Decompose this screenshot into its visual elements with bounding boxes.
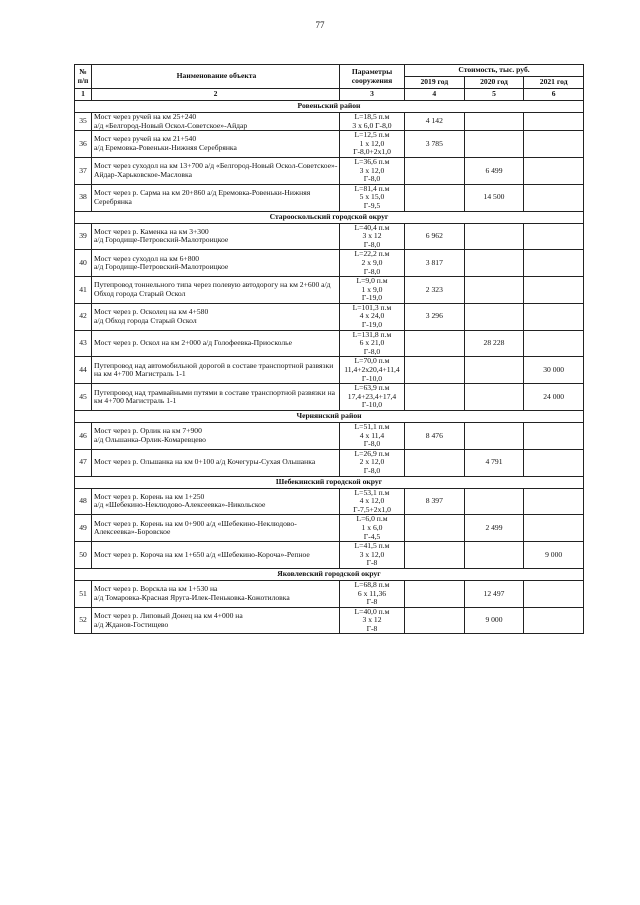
cost-2021 bbox=[524, 223, 584, 250]
structure-params: L=53,1 п.м 4 х 12,0 Г-7,5+2х1,0 bbox=[340, 488, 405, 515]
row-number: 43 bbox=[75, 330, 92, 357]
object-name: Мост через р. Каменка на км 3+300 а/д Городище-Петровский-Малотроицкое bbox=[92, 223, 340, 250]
object-name: Мост через р. Корень на км 0+900 а/д «Шебекино-Неклюдово-Алексеевка»-Боровское bbox=[92, 515, 340, 542]
object-name: Путепровод над автомобильной дорогой в составе транспортной развязки на км 4+700 Магистраль 1-1 bbox=[92, 357, 340, 384]
section-header-row bbox=[75, 411, 584, 423]
table-row bbox=[75, 449, 584, 476]
structure-params: L=18,5 п.м 3 х 6,0 Г-8,0 bbox=[340, 113, 405, 131]
cost-2021 bbox=[524, 250, 584, 277]
section-header-row bbox=[75, 476, 584, 488]
structure-params: L=81,4 п.м 5 х 15,0 Г-9,5 bbox=[340, 184, 405, 211]
object-name: Мост через р. Ворскла на км 1+530 на а/д Томаровка-Красная Яруга-Илек-Пеньковка-Кожотиловка bbox=[92, 580, 340, 607]
header-params: Параметры сооружения bbox=[340, 65, 405, 89]
cost-2020: 9 000 bbox=[464, 607, 524, 634]
row-number: 42 bbox=[75, 303, 92, 330]
section-title: Шебекинский городской округ bbox=[75, 476, 584, 488]
row-number: 47 bbox=[75, 449, 92, 476]
cost-2019: 6 962 bbox=[405, 223, 465, 250]
structure-params: L=131,8 п.м 6 х 21,0 Г-8,0 bbox=[340, 330, 405, 357]
cost-2020: 12 497 bbox=[464, 580, 524, 607]
bridge-objects-table bbox=[74, 64, 584, 634]
row-number: 48 bbox=[75, 488, 92, 515]
section-header-row bbox=[75, 211, 584, 223]
column-index: 2 bbox=[92, 89, 340, 101]
cost-2021 bbox=[524, 515, 584, 542]
cost-2020: 14 500 bbox=[464, 184, 524, 211]
table-row bbox=[75, 515, 584, 542]
cost-2020 bbox=[464, 357, 524, 384]
structure-params: L=68,8 п.м 6 х 11,36 Г-8 bbox=[340, 580, 405, 607]
header-cost: Стоимость, тыс. руб. bbox=[405, 65, 584, 77]
row-number: 38 bbox=[75, 184, 92, 211]
cost-2021 bbox=[524, 157, 584, 184]
cost-2019 bbox=[405, 515, 465, 542]
object-name: Мост через суходол на км 13+700 а/д «Белгород-Новый Оскол-Советское»-Айдар-Харьковское-Масловка bbox=[92, 157, 340, 184]
cost-2019: 3 296 bbox=[405, 303, 465, 330]
cost-2019 bbox=[405, 449, 465, 476]
table-row bbox=[75, 330, 584, 357]
cost-2020 bbox=[464, 488, 524, 515]
object-name: Путепровод тоннельного типа через полевую автодорогу на км 2+600 а/д Обход города Старый Оскол bbox=[92, 277, 340, 304]
cost-2021 bbox=[524, 277, 584, 304]
object-name: Мост через р. Ольшанка на км 0+100 а/д Кочегуры-Сухая Ольшанка bbox=[92, 449, 340, 476]
table-row bbox=[75, 223, 584, 250]
cost-2019: 3 785 bbox=[405, 131, 465, 158]
cost-2020: 28 228 bbox=[464, 330, 524, 357]
object-name: Мост через ручей на км 25+240 а/д «Белгород-Новый Оскол-Советское»-Айдар bbox=[92, 113, 340, 131]
cost-2020 bbox=[464, 250, 524, 277]
cost-2021 bbox=[524, 330, 584, 357]
cost-2021 bbox=[524, 488, 584, 515]
cost-2020 bbox=[464, 542, 524, 569]
cost-2019: 8 397 bbox=[405, 488, 465, 515]
table-row bbox=[75, 384, 584, 411]
row-number: 46 bbox=[75, 423, 92, 450]
table-row bbox=[75, 542, 584, 569]
cost-2019 bbox=[405, 357, 465, 384]
structure-params: L=40,0 п.м 3 х 12 Г-8 bbox=[340, 607, 405, 634]
table-row bbox=[75, 184, 584, 211]
object-name: Путепровод над трамвайными путями в составе транспортной развязки на км 4+700 Магистраль 1-1 bbox=[92, 384, 340, 411]
cost-2019: 2 323 bbox=[405, 277, 465, 304]
cost-2019 bbox=[405, 184, 465, 211]
row-number: 36 bbox=[75, 131, 92, 158]
cost-2021 bbox=[524, 580, 584, 607]
row-number: 39 bbox=[75, 223, 92, 250]
section-title: Яковлевский городской округ bbox=[75, 568, 584, 580]
structure-params: L=51,1 п.м 4 х 11,4 Г-8,0 bbox=[340, 423, 405, 450]
cost-2020: 6 499 bbox=[464, 157, 524, 184]
structure-params: L=22,2 п.м 2 х 9,0 Г-8,0 bbox=[340, 250, 405, 277]
table-body bbox=[75, 101, 584, 634]
cost-2020: 4 791 bbox=[464, 449, 524, 476]
structure-params: L=12,5 п.м 1 х 12,0 Г-8,0+2х1,0 bbox=[340, 131, 405, 158]
section-title: Чернянский район bbox=[75, 411, 584, 423]
object-name: Мост через ручей на км 21+540 а/д Еремовка-Ровеньки-Нижняя Серебрянка bbox=[92, 131, 340, 158]
header-name: Наименование объекта bbox=[92, 65, 340, 89]
structure-params: L=101,3 п.м 4 х 24,0 Г-19,0 bbox=[340, 303, 405, 330]
table-row bbox=[75, 157, 584, 184]
row-number: 40 bbox=[75, 250, 92, 277]
cost-2020 bbox=[464, 423, 524, 450]
cost-2020 bbox=[464, 384, 524, 411]
object-name: Мост через суходол на км 6+800 а/д Городище-Петровский-Малотроицкое bbox=[92, 250, 340, 277]
object-name: Мост через р. Короча на км 1+650 а/д «Шебекино-Короча»-Репное bbox=[92, 542, 340, 569]
cost-2019: 4 142 bbox=[405, 113, 465, 131]
row-number: 37 bbox=[75, 157, 92, 184]
table-row bbox=[75, 423, 584, 450]
cost-2019 bbox=[405, 384, 465, 411]
column-index: 6 bbox=[524, 89, 584, 101]
header-year-2021: 2021 год bbox=[524, 77, 584, 89]
row-number: 44 bbox=[75, 357, 92, 384]
column-index: 1 bbox=[75, 89, 92, 101]
page-number: 77 bbox=[315, 20, 325, 30]
cost-2021 bbox=[524, 184, 584, 211]
table-row bbox=[75, 303, 584, 330]
cost-2021: 9 000 bbox=[524, 542, 584, 569]
cost-2020 bbox=[464, 223, 524, 250]
cost-2019: 3 817 bbox=[405, 250, 465, 277]
row-number: 50 bbox=[75, 542, 92, 569]
structure-params: L=40,4 п.м 3 х 12 Г-8,0 bbox=[340, 223, 405, 250]
cost-2019 bbox=[405, 330, 465, 357]
table-row bbox=[75, 250, 584, 277]
cost-2020: 2 499 bbox=[464, 515, 524, 542]
section-title: Старооскольский городской округ bbox=[75, 211, 584, 223]
cost-2021 bbox=[524, 113, 584, 131]
column-index: 5 bbox=[464, 89, 524, 101]
row-number: 41 bbox=[75, 277, 92, 304]
cost-2021 bbox=[524, 303, 584, 330]
cost-2021: 30 000 bbox=[524, 357, 584, 384]
header-num: № п/п bbox=[75, 65, 92, 89]
column-index: 4 bbox=[405, 89, 465, 101]
cost-2020 bbox=[464, 303, 524, 330]
structure-params: L=6,0 п.м 1 х 6,0 Г-4,5 bbox=[340, 515, 405, 542]
cost-2021 bbox=[524, 131, 584, 158]
object-name: Мост через р. Оскол на км 2+000 а/д Голофеевка-Приосколье bbox=[92, 330, 340, 357]
cost-2019 bbox=[405, 580, 465, 607]
cost-2021: 24 000 bbox=[524, 384, 584, 411]
structure-params: L=26,9 п.м 2 х 12,0 Г-8,0 bbox=[340, 449, 405, 476]
cost-2020 bbox=[464, 277, 524, 304]
object-name: Мост через р. Орлик на км 7+900 а/д Ольшанка-Орлик-Комаревцево bbox=[92, 423, 340, 450]
cost-2019 bbox=[405, 607, 465, 634]
cost-2019 bbox=[405, 157, 465, 184]
row-number: 51 bbox=[75, 580, 92, 607]
table-row bbox=[75, 277, 584, 304]
object-name: Мост через р. Сарма на км 20+860 а/д Еремовка-Ровеньки-Нижняя Серебрянка bbox=[92, 184, 340, 211]
table-row bbox=[75, 607, 584, 634]
cost-2020 bbox=[464, 131, 524, 158]
object-name: Мост через р. Корень на км 1+250 а/д «Шебекино-Неклюдово-Алексеевка»-Никольское bbox=[92, 488, 340, 515]
table-header-row bbox=[75, 65, 584, 77]
row-number: 45 bbox=[75, 384, 92, 411]
header-year-2020: 2020 год bbox=[464, 77, 524, 89]
table-row bbox=[75, 580, 584, 607]
structure-params: L=36,6 п.м 3 х 12,0 Г-8,0 bbox=[340, 157, 405, 184]
cost-2020 bbox=[464, 113, 524, 131]
cost-2021 bbox=[524, 607, 584, 634]
column-index: 3 bbox=[340, 89, 405, 101]
table-row bbox=[75, 113, 584, 131]
row-number: 52 bbox=[75, 607, 92, 634]
cost-2019: 8 476 bbox=[405, 423, 465, 450]
structure-params: L=9,0 п.м 1 х 9,0 Г-19,0 bbox=[340, 277, 405, 304]
cost-2021 bbox=[524, 449, 584, 476]
cost-2019 bbox=[405, 542, 465, 569]
table-row bbox=[75, 131, 584, 158]
object-name: Мост через р. Липовый Донец на км 4+000 на а/д Жданов-Гостищево bbox=[92, 607, 340, 634]
structure-params: L=70,0 п.м 11,4+2х20,4+11,4 Г-10,0 bbox=[340, 357, 405, 384]
table-row bbox=[75, 488, 584, 515]
section-header-row bbox=[75, 101, 584, 113]
column-index-row bbox=[75, 89, 584, 101]
cost-2021 bbox=[524, 423, 584, 450]
header-year-2019: 2019 год bbox=[405, 77, 465, 89]
structure-params: L=41,5 п.м 3 х 12,0 Г-8 bbox=[340, 542, 405, 569]
section-title: Ровеньский район bbox=[75, 101, 584, 113]
table-row bbox=[75, 357, 584, 384]
structure-params: L=63,9 п.м 17,4+23,4+17,4 Г-10,0 bbox=[340, 384, 405, 411]
section-header-row bbox=[75, 568, 584, 580]
row-number: 35 bbox=[75, 113, 92, 131]
row-number: 49 bbox=[75, 515, 92, 542]
object-name: Мост через р. Осколец на км 4+580 а/д Обход города Старый Оскол bbox=[92, 303, 340, 330]
